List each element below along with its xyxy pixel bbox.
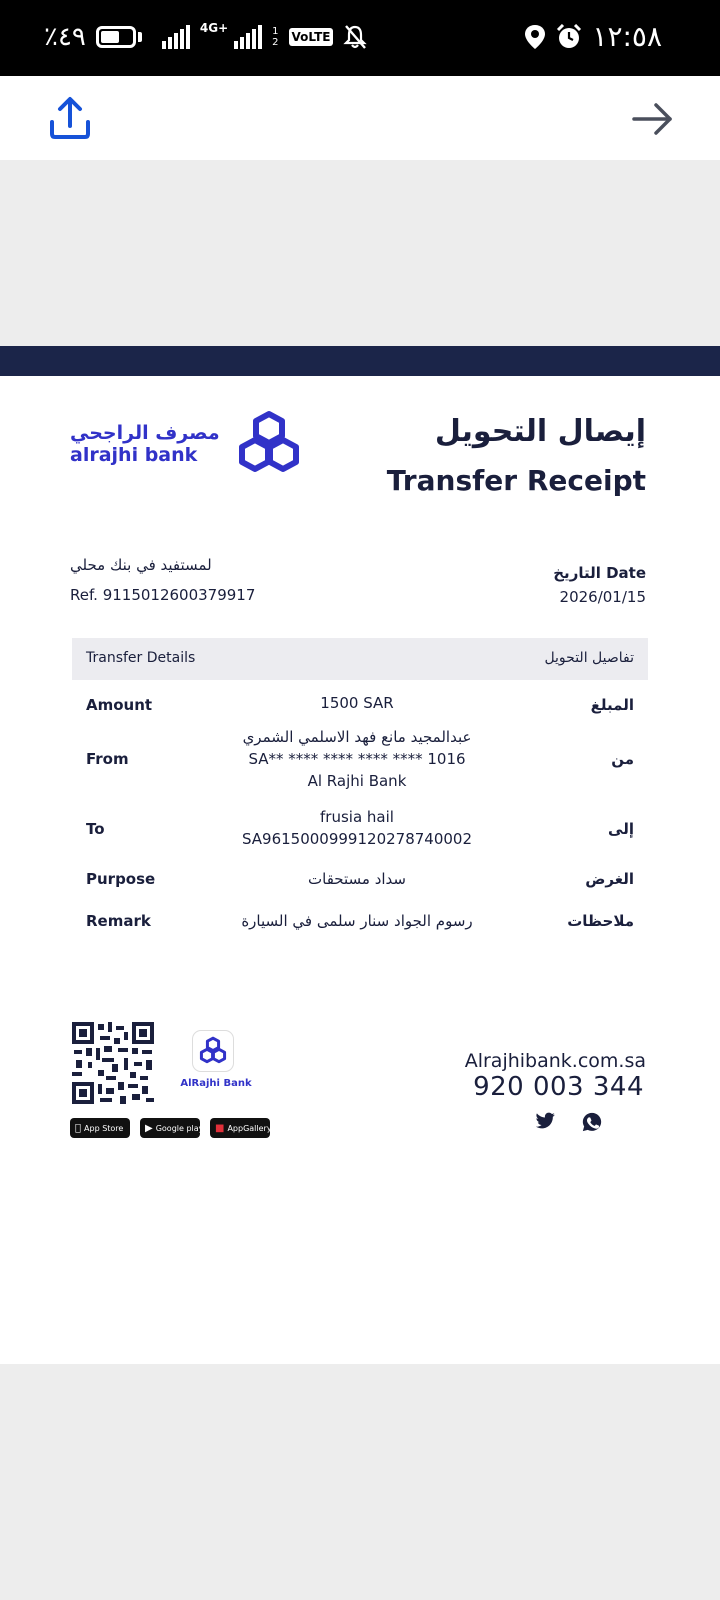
volte-badge: VoLTE bbox=[289, 28, 334, 46]
bank-logo bbox=[70, 410, 304, 478]
huawei-icon: ■ bbox=[215, 1122, 225, 1134]
store-badges bbox=[70, 1118, 270, 1138]
receipt-header-band bbox=[0, 346, 720, 376]
transfer-details-header bbox=[72, 638, 648, 680]
sim-top: 1 bbox=[272, 26, 279, 37]
remark-value bbox=[222, 910, 492, 932]
remark-label-ar: ملاحظات bbox=[567, 912, 634, 930]
remark-label-en: Remark bbox=[86, 912, 151, 930]
purpose-label-en: Purpose bbox=[86, 870, 156, 888]
status-right bbox=[524, 20, 662, 53]
purpose-text: سداد مستحقات bbox=[308, 870, 406, 888]
signal-icon-2 bbox=[234, 25, 262, 49]
share-upload-icon bbox=[46, 94, 94, 142]
app-gallery-badge[interactable] bbox=[210, 1118, 270, 1138]
arrow-right-icon bbox=[628, 96, 676, 142]
to-value bbox=[222, 806, 492, 850]
battery-tip bbox=[138, 32, 142, 42]
bank-logo-text bbox=[70, 422, 220, 466]
from-bank: Al Rajhi Bank bbox=[307, 772, 407, 790]
forward-button[interactable] bbox=[628, 96, 676, 142]
alarm-icon bbox=[556, 24, 582, 50]
alrajhi-logo-icon bbox=[234, 410, 304, 478]
to-label-en: To bbox=[86, 820, 105, 838]
bank-logo-en: alrajhi bank bbox=[70, 444, 198, 466]
transfer-receipt bbox=[0, 346, 720, 1364]
alrajhi-logo-small-icon bbox=[198, 1036, 228, 1066]
google-play-label: Google play bbox=[155, 1123, 204, 1133]
clock: ١٢:٥٨ bbox=[592, 20, 662, 53]
to-row bbox=[72, 806, 648, 856]
qr-code[interactable] bbox=[72, 1022, 154, 1104]
to-label-ar: إلى bbox=[608, 820, 634, 838]
website-link[interactable]: Alrajhibank.com.sa bbox=[464, 1050, 646, 1072]
purpose-row bbox=[72, 868, 648, 896]
alrajhi-app-icon[interactable] bbox=[192, 1030, 234, 1072]
purpose-value bbox=[222, 868, 492, 890]
details-header-ar: تفاصيل التحويل bbox=[544, 650, 634, 666]
amount-label-en: Amount bbox=[86, 696, 153, 714]
share-button[interactable] bbox=[46, 94, 94, 142]
google-play-badge[interactable] bbox=[140, 1118, 204, 1138]
sim-bottom: 2 bbox=[272, 37, 279, 48]
app-gallery-label: AppGallery bbox=[227, 1123, 272, 1133]
mute-icon bbox=[343, 24, 367, 50]
app-store-badge[interactable] bbox=[70, 1118, 130, 1138]
battery-icon bbox=[96, 26, 136, 48]
remark-row bbox=[72, 910, 648, 938]
amount-label-ar: المبلغ bbox=[590, 696, 634, 714]
from-label-ar: من bbox=[611, 750, 634, 768]
remark-text: رسوم الجواد سنار سلمى في السيارة bbox=[241, 912, 473, 930]
amount-value bbox=[222, 692, 492, 714]
from-name: عبدالمجيد مانع فهد الاسلمي الشمري bbox=[242, 728, 472, 746]
location-icon bbox=[524, 24, 546, 50]
signal-icon bbox=[162, 25, 190, 49]
phone-number[interactable]: 920 003 344 bbox=[473, 1072, 644, 1102]
receipt-title-ar: إيصال التحويل bbox=[434, 414, 646, 449]
app-name: AlRajhi Bank bbox=[180, 1078, 252, 1089]
social-links bbox=[536, 1112, 602, 1132]
date-label: التاريخ Date bbox=[553, 564, 646, 582]
from-account: SA** **** **** **** **** 1016 bbox=[248, 750, 466, 768]
app-store-label: App Store bbox=[78, 1123, 118, 1133]
status-bar bbox=[0, 0, 720, 76]
twitter-icon[interactable] bbox=[536, 1112, 556, 1130]
details-header-en: Transfer Details bbox=[86, 650, 196, 666]
from-row bbox=[72, 726, 648, 802]
play-icon: ▶ bbox=[145, 1122, 153, 1134]
sim-indicator bbox=[272, 26, 278, 48]
apple-icon bbox=[75, 1123, 81, 1134]
from-value bbox=[222, 726, 492, 792]
amount-text: 1500 SAR bbox=[320, 694, 394, 712]
purpose-label-ar: الغرض bbox=[585, 870, 634, 888]
amount-row bbox=[72, 680, 648, 724]
network-type: 4G+ bbox=[199, 21, 229, 35]
beneficiary-type: لمستفيد في بنك محلي bbox=[70, 556, 212, 574]
bank-logo-ar: مصرف الراجحي bbox=[70, 422, 220, 444]
reference-number: Ref. 9115012600379917 bbox=[70, 586, 256, 604]
from-label-en: From bbox=[86, 750, 129, 768]
whatsapp-icon[interactable] bbox=[582, 1112, 602, 1132]
to-account: SA9615000999120278740002 bbox=[241, 830, 473, 848]
app-bar bbox=[0, 76, 720, 160]
date-value: 2026/01/15 bbox=[559, 588, 646, 606]
status-left bbox=[44, 22, 367, 52]
battery-percent: ٪٤٩ bbox=[44, 22, 86, 52]
to-name: frusia hail bbox=[320, 808, 394, 826]
receipt-title-en: Transfer Receipt bbox=[386, 464, 646, 497]
